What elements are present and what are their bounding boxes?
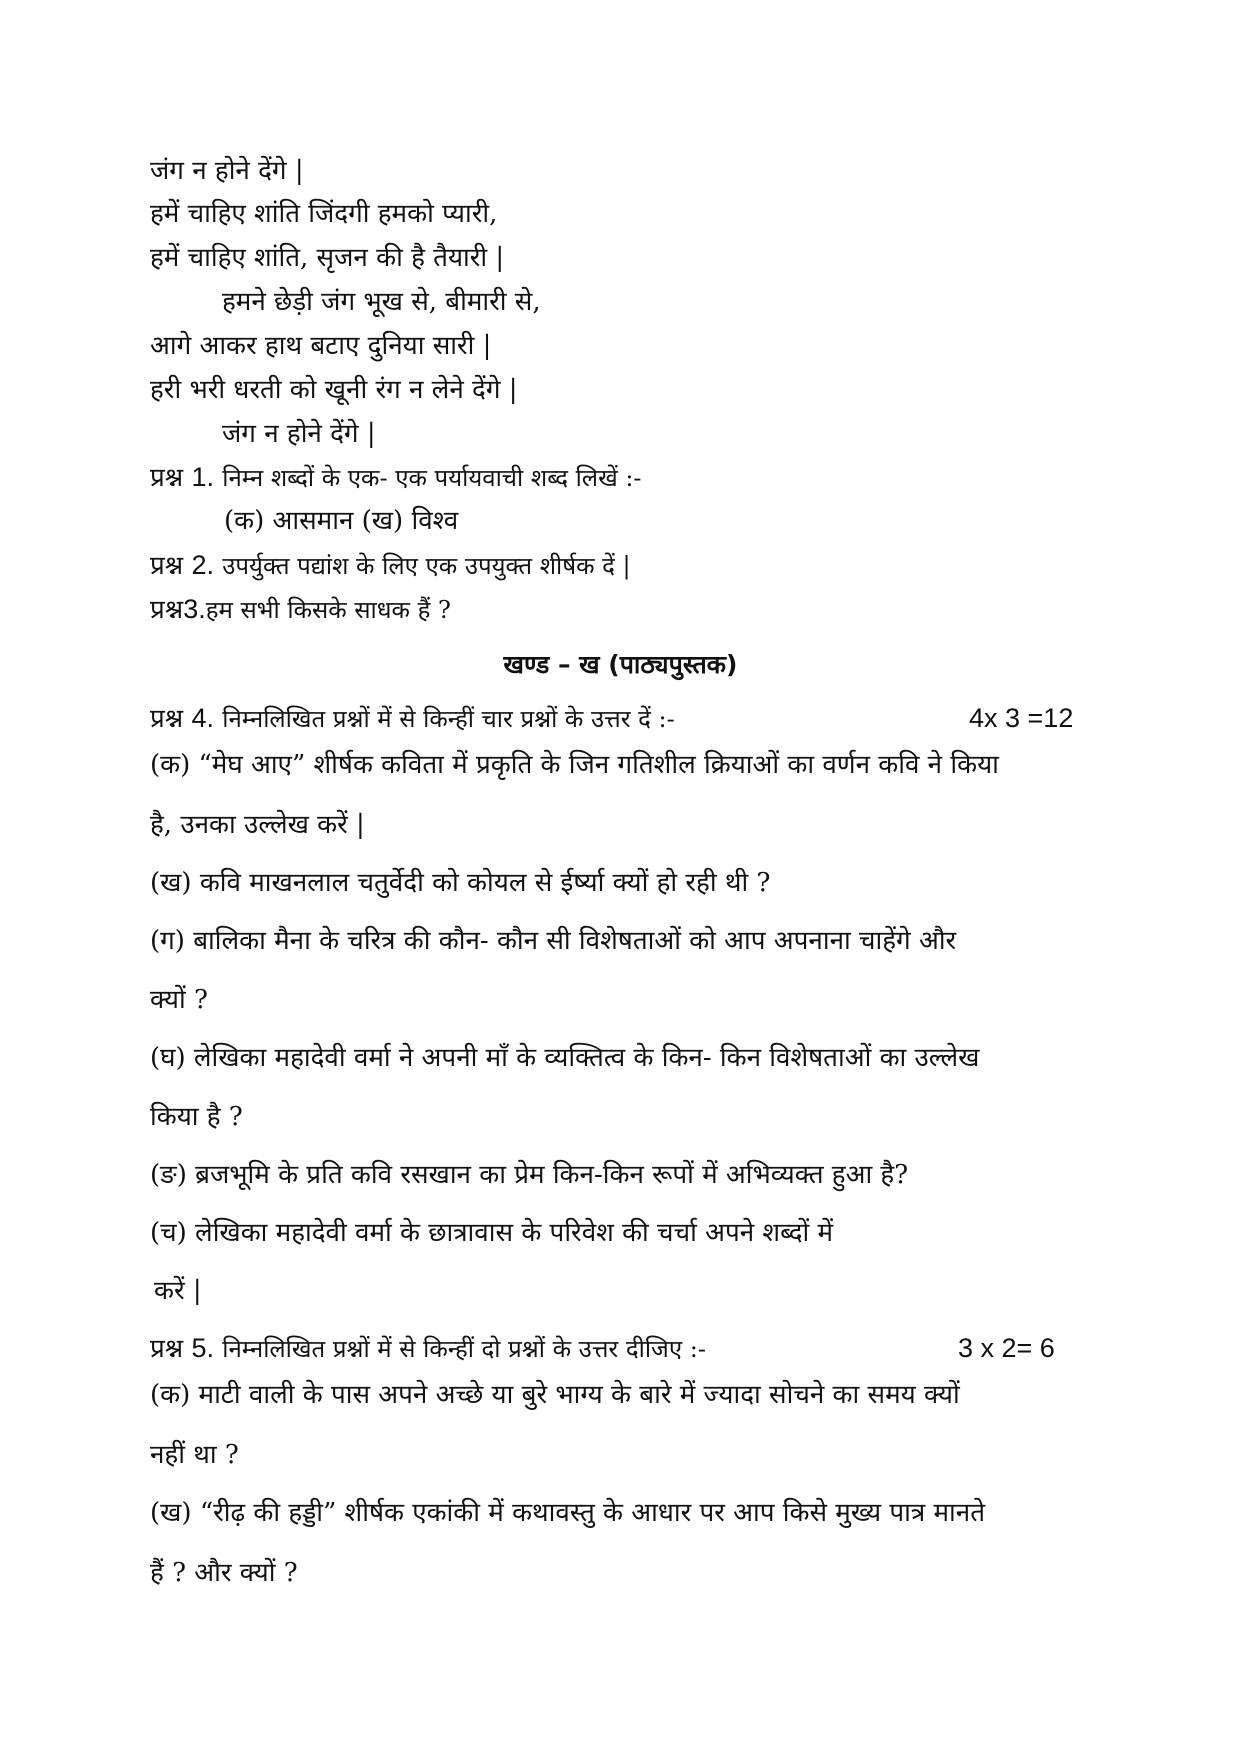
poem-line-5: आगे आकर हाथ बटाए दुनिया सारी |	[150, 331, 492, 361]
question-1	[150, 460, 642, 495]
question-number: 2.	[191, 550, 214, 580]
question-4-part-ga: (ग) बालिका मैना के चरित्र की कौन- कौन सी विशेषताओं को आप अपनाना चाहेंगे और	[150, 926, 957, 956]
question-text: हम सभी किसके साधक हैं ?	[205, 596, 451, 624]
question-number: 1.	[191, 462, 214, 492]
question-5	[150, 1331, 706, 1366]
question-5-part-kha: (ख) “रीढ़ की हड्डी” शीर्षक एकांकी में कथावस्तु के आधार पर आप किसे मुख्य पात्र मानते	[150, 1498, 986, 1528]
question-5-part-kha-cont: हैं ? और क्यों ?	[150, 1558, 298, 1588]
poem-line-2: हमें चाहिए शांति जिंदगी हमको प्यारी,	[150, 199, 498, 229]
poem-line-3: हमें चाहिए शांति, सृजन की है तैयारी |	[150, 243, 505, 273]
section-heading: खण्ड – ख (पाठ्यपुस्तक)	[503, 650, 738, 679]
question-4	[150, 701, 675, 736]
question-4-part-gha-cont: किया है ?	[150, 1102, 243, 1132]
question-4-part-gha: (घ) लेखिका महादेवी वर्मा ने अपनी माँ के व्यक्तित्व के किन- किन विशेषताओं का उल्लेख	[150, 1043, 980, 1073]
question-3	[150, 592, 451, 627]
question-4-part-cha: (च) लेखिका महादेवी वर्मा के छात्रावास के परिवेश की चर्चा अपने शब्दों में	[150, 1218, 834, 1248]
poem-line-7: जंग न होने देंगे |	[222, 419, 376, 449]
poem-line-1: जंग न होने देंगे |	[150, 156, 304, 186]
question-text: उपर्युक्त पद्यांश के लिए एक उपयुक्त शीर्षक दें |	[222, 552, 631, 580]
question-2	[150, 548, 631, 583]
question-4-part-ka-cont: है, उनका उल्लेख करें |	[150, 810, 365, 840]
question-label: प्रश्न	[150, 595, 184, 625]
question-number: 4.	[191, 703, 214, 733]
question-4-part-cha-cont: करें |	[154, 1276, 202, 1306]
question-5-marks: 3 x 2= 6	[958, 1333, 1055, 1363]
question-text: निम्न शब्दों के एक- एक पर्यायवाची शब्द लिखें :-	[222, 464, 642, 492]
question-4-marks: 4x 3 =12	[969, 703, 1074, 733]
question-label: प्रश्न	[150, 1334, 184, 1364]
question-label: प्रश्न	[150, 463, 184, 493]
question-4-part-nga: (ङ) ब्रजभूमि के प्रति कवि रसखान का प्रेम किन-किन रूपों में अभिव्यक्त हुआ है?	[150, 1160, 909, 1190]
question-4-part-kha: (ख) कवि माखनलाल चतुर्वेदी को कोयल से ईर्ष्या क्यों हो रही थी ?	[150, 868, 771, 898]
question-number: 3.	[183, 594, 206, 624]
question-1-options: (क) आसमान (ख) विश्व	[224, 506, 459, 536]
poem-line-4: हमने छेड़ी जंग भूख से, बीमारी से,	[222, 287, 541, 317]
question-5-part-ka-cont: नहीं था ?	[150, 1440, 239, 1470]
question-text: निम्नलिखित प्रश्नों में से किन्हीं दो प्रश्नों के उत्तर दीजिए :-	[222, 1335, 706, 1363]
question-4-part-ka: (क) “मेघ आए” शीर्षक कविता में प्रकृति के जिन गतिशील क्रियाओं का वर्णन कवि ने किया	[150, 750, 999, 780]
question-4-part-ga-cont: क्यों ?	[150, 985, 208, 1015]
question-label: प्रश्न	[150, 704, 184, 734]
question-number: 5.	[191, 1333, 214, 1363]
question-text: निम्नलिखित प्रश्नों में से किन्हीं चार प्रश्नों के उत्तर दें :-	[222, 705, 675, 733]
question-label: प्रश्न	[150, 551, 184, 581]
poem-line-6: हरी भरी धरती को खूनी रंग न लेने देंगे |	[150, 375, 518, 405]
question-5-part-ka: (क) माटी वाली के पास अपने अच्छे या बुरे भाग्य के बारे में ज्यादा सोचने का समय क्यों	[150, 1380, 960, 1410]
